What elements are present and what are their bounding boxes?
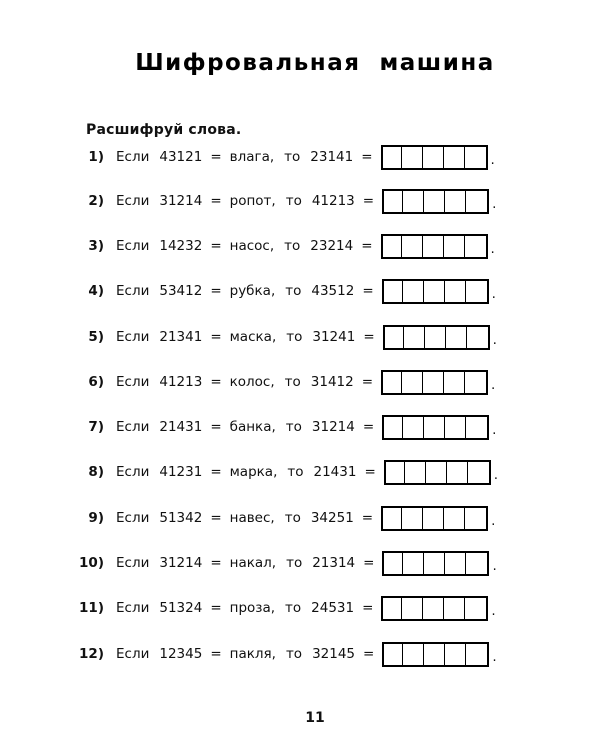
answer-letter-box[interactable] [468,553,487,574]
answer-letter-box[interactable] [426,644,445,665]
code-to-decode: 21431 [313,464,357,480]
exercise-row [82,459,498,485]
answer-letter-box[interactable] [384,191,403,212]
equals-sign: = [363,555,375,571]
equals-sign: = [361,374,374,390]
word-given: пакля [229,646,272,662]
answer-letter-box[interactable] [448,327,467,348]
answer-letter-box[interactable] [447,644,466,665]
answer-letter-box[interactable] [447,281,466,302]
answer-boxes[interactable] [382,551,489,576]
exercise-number: 11) [79,600,104,616]
code-to-decode: 23214 [310,238,354,254]
equals-sign: = [210,374,222,390]
exercise-row [75,595,496,621]
answer-letter-box[interactable] [425,236,444,257]
exercise-number: 3) [88,238,104,254]
comma: , [271,555,277,571]
exercise-number: 1) [88,149,104,165]
period: . [491,512,496,529]
comma: , [271,193,276,209]
equals-sign: = [363,329,375,345]
answer-letter-box[interactable] [383,236,402,257]
word-given: рубка [229,283,271,299]
code-to-decode: 41213 [311,193,355,209]
then-word: то [284,238,301,254]
answer-letter-box[interactable] [386,462,405,483]
code-given: 31214 [159,193,203,209]
period: . [491,285,496,302]
then-word: то [286,329,303,345]
answer-boxes[interactable] [384,460,491,485]
answer-letter-box[interactable] [446,598,465,619]
equals-sign: = [362,193,375,209]
exercise-number: 4) [88,283,104,299]
then-word: то [285,600,302,616]
equals-sign: = [362,283,374,299]
word-given: проза [229,600,271,616]
comma: , [273,464,278,480]
code-given: 14232 [159,238,203,254]
then-word: то [287,464,304,480]
period: . [491,602,496,619]
instruction-text: Расшифруй слова. [86,122,242,138]
answer-letter-box[interactable] [426,417,445,438]
answer-letter-box[interactable] [428,462,447,483]
answer-boxes[interactable] [381,234,488,259]
answer-letter-box[interactable] [427,327,446,348]
then-word: то [284,149,301,165]
then-word: то [284,374,301,390]
answer-letter-box[interactable] [425,508,444,529]
answer-letter-box[interactable] [447,417,466,438]
exercise-row [82,188,496,214]
answer-letter-box[interactable] [426,281,445,302]
answer-letter-box[interactable] [467,147,486,168]
answer-letter-box[interactable] [383,372,402,393]
answer-boxes[interactable] [382,642,489,667]
equals-sign: = [210,419,222,435]
period: . [493,466,499,483]
answer-letter-box[interactable] [447,553,466,574]
equals-sign: = [210,600,222,616]
exercise-row [75,641,497,667]
answer-letter-box[interactable] [468,191,487,212]
period: . [490,240,495,257]
answer-letter-box[interactable] [384,644,403,665]
equals-sign: = [210,283,222,299]
word-given: колос [229,374,271,390]
answer-boxes[interactable] [383,325,490,350]
code-given: 51324 [159,600,203,616]
answer-letter-box[interactable] [446,147,465,168]
equals-sign: = [361,149,373,165]
equals-sign: = [363,646,375,662]
page-title: Шифровальная машина [135,50,495,76]
answer-letter-box[interactable] [468,644,487,665]
answer-letter-box[interactable] [449,462,468,483]
equals-sign: = [210,646,222,662]
period: . [492,331,497,348]
answer-letter-box[interactable] [383,598,402,619]
exercise-row [82,233,495,259]
answer-boxes[interactable] [382,415,489,440]
word-given: влага [229,149,270,165]
comma: , [270,600,276,616]
answer-letter-box[interactable] [446,236,465,257]
code-to-decode: 21314 [312,555,356,571]
equals-sign: = [361,238,373,254]
period: . [491,376,496,393]
code-given: 21431 [159,419,203,435]
answer-letter-box[interactable] [404,598,423,619]
period: . [492,421,497,438]
answer-boxes[interactable] [381,370,488,395]
answer-letter-box[interactable] [406,327,425,348]
exercise-number: 5) [88,329,104,345]
answer-boxes[interactable] [382,279,489,304]
comma: , [270,510,275,526]
answer-letter-box[interactable] [405,281,424,302]
equals-sign: = [362,419,375,435]
answer-letter-box[interactable] [404,147,423,168]
answer-letter-box[interactable] [384,553,403,574]
period: . [492,195,497,212]
if-word: Если [116,149,150,165]
comma: , [270,283,276,299]
answer-letter-box[interactable] [447,191,466,212]
equals-sign: = [210,149,222,165]
equals-sign: = [210,193,222,209]
answer-letter-box[interactable] [426,553,445,574]
code-given: 43121 [159,149,203,165]
answer-letter-box[interactable] [385,327,404,348]
answer-letter-box[interactable] [407,462,426,483]
comma: , [270,374,275,390]
answer-letter-box[interactable] [468,281,487,302]
word-given: банка [229,419,272,435]
equals-sign: = [364,464,376,480]
exercise-number: 8) [88,464,104,480]
answer-letter-box[interactable] [405,553,424,574]
exercise-row [82,144,495,170]
answer-boxes[interactable] [381,596,488,621]
answer-letter-box[interactable] [405,417,424,438]
answer-letter-box[interactable] [446,508,465,529]
code-given: 41231 [159,464,203,480]
code-given: 53412 [159,283,203,299]
exercise-row [82,324,497,350]
answer-boxes[interactable] [381,145,488,170]
if-word: Если [116,329,150,345]
code-to-decode: 31214 [311,419,355,435]
if-word: Если [116,646,150,662]
answer-letter-box[interactable] [467,372,486,393]
exercise-row [82,369,495,395]
if-word: Если [116,238,150,254]
page-number: 11 [305,710,325,726]
answer-letter-box[interactable] [425,372,444,393]
code-to-decode: 31412 [310,374,354,390]
answer-letter-box[interactable] [384,417,403,438]
then-word: то [286,555,303,571]
period: . [492,557,497,574]
answer-letter-box[interactable] [425,598,444,619]
code-to-decode: 24531 [311,600,355,616]
word-given: ропот [229,193,272,209]
answer-letter-box[interactable] [404,236,423,257]
exercise-number: 9) [88,510,104,526]
exercise-row [82,505,495,531]
equals-sign: = [210,464,222,480]
code-given: 12345 [159,646,203,662]
if-word: Если [116,419,150,435]
then-word: то [285,283,302,299]
equals-sign: = [210,555,222,571]
then-word: то [285,646,303,662]
word-given: накал [229,555,272,571]
comma: , [271,646,276,662]
answer-letter-box[interactable] [446,372,465,393]
if-word: Если [116,464,150,480]
answer-letter-box[interactable] [404,508,423,529]
code-given: 51342 [159,510,203,526]
comma: , [269,149,275,165]
exercise-row [82,278,496,304]
answer-letter-box[interactable] [405,191,424,212]
then-word: то [284,510,301,526]
if-word: Если [116,600,150,616]
code-to-decode: 34251 [310,510,354,526]
if-word: Если [116,283,150,299]
answer-letter-box[interactable] [383,147,402,168]
comma: , [271,419,276,435]
equals-sign: = [361,510,374,526]
answer-letter-box[interactable] [425,147,444,168]
answer-letter-box[interactable] [405,644,424,665]
answer-letter-box[interactable] [468,417,487,438]
exercise-row [75,550,497,576]
exercise-number: 10) [79,555,104,571]
equals-sign: = [210,329,222,345]
equals-sign: = [210,238,222,254]
word-given: навес [229,510,271,526]
answer-letter-box[interactable] [467,508,486,529]
answer-letter-box[interactable] [426,191,445,212]
period: . [490,151,495,168]
comma: , [271,329,277,345]
if-word: Если [116,193,150,209]
answer-boxes[interactable] [382,189,489,214]
then-word: то [285,193,302,209]
exercise-row [82,414,496,440]
comma: , [269,238,275,254]
code-to-decode: 23141 [310,149,354,165]
then-word: то [285,419,302,435]
answer-letter-box[interactable] [470,462,489,483]
code-to-decode: 43512 [311,283,355,299]
answer-boxes[interactable] [381,506,488,531]
if-word: Если [116,510,150,526]
exercise-number: 12) [79,646,104,662]
word-given: маска [229,329,272,345]
equals-sign: = [362,600,374,616]
word-given: насос [229,238,270,254]
word-given: марка [229,464,274,480]
answer-letter-box[interactable] [469,327,488,348]
if-word: Если [116,555,150,571]
code-to-decode: 31241 [312,329,356,345]
answer-letter-box[interactable] [404,372,423,393]
exercise-number: 7) [88,419,104,435]
equals-sign: = [210,510,222,526]
exercise-number: 2) [88,193,104,209]
code-given: 31214 [159,555,203,571]
answer-letter-box[interactable] [383,508,402,529]
code-given: 21341 [159,329,203,345]
answer-letter-box[interactable] [467,236,486,257]
period: . [492,648,497,665]
exercise-number: 6) [88,374,104,390]
code-given: 41213 [159,374,203,390]
answer-letter-box[interactable] [467,598,486,619]
code-to-decode: 32145 [312,646,356,662]
if-word: Если [116,374,150,390]
answer-letter-box[interactable] [384,281,403,302]
